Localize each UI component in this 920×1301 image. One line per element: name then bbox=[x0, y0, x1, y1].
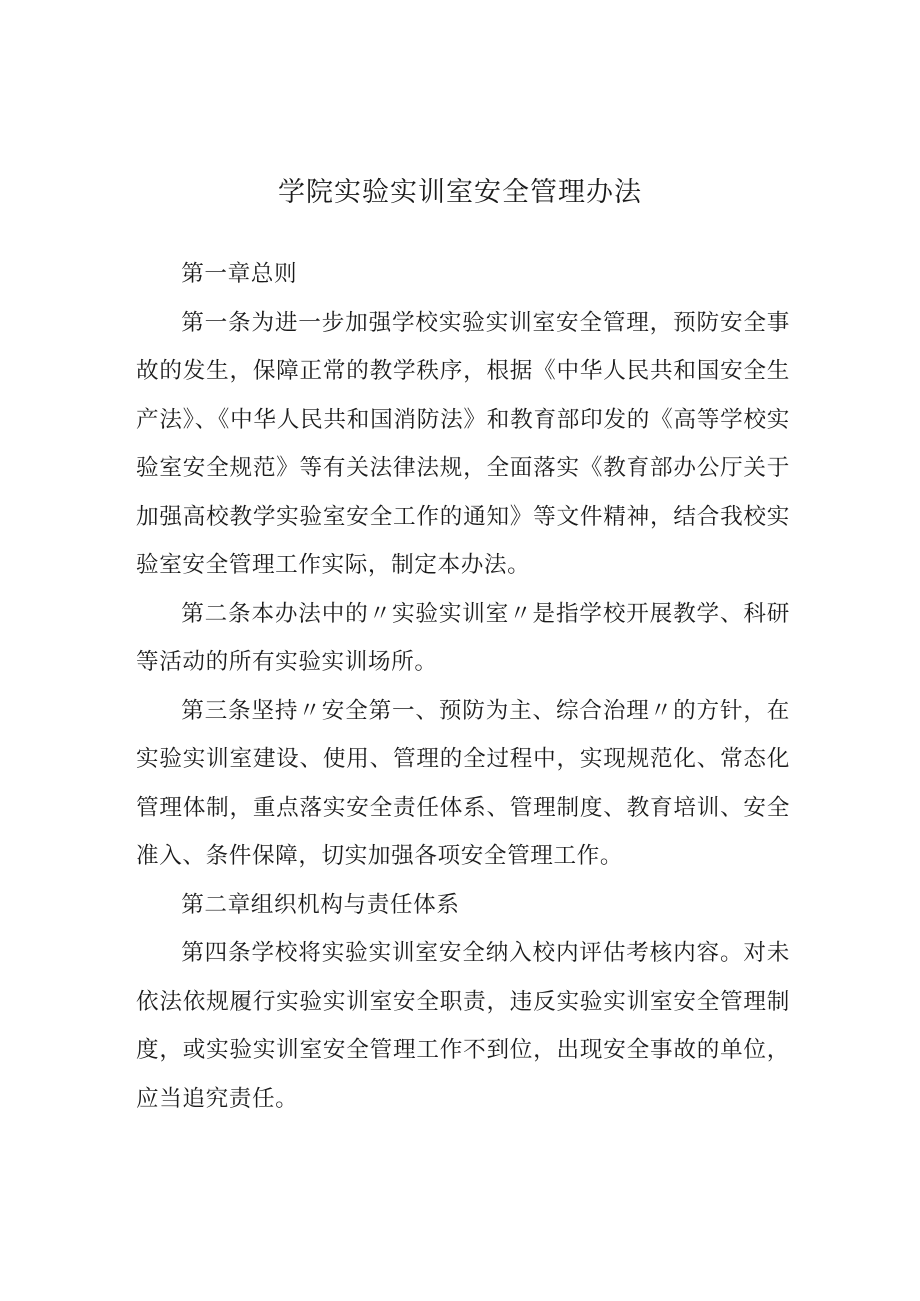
chapter-heading: 第一章总则 bbox=[181, 261, 298, 287]
article-paragraph: 第三条坚持〃安全第一、预防为主、综合治理〃的方针，在实验实训室建设、使用、管理的全过程中，实现规范化、常态化管理体制，重点落实安全责任体系、管理制度、教育培训、安全准入、条件保障，切实加强各项安全管理工作。 bbox=[136, 697, 790, 869]
article-paragraph: 第四条学校将实验实训室安全纳入校内评估考核内容。对未依法依规履行实验实训室安全职责，违反实验实训室安全管理制度，或实验实训室安全管理工作不到位，出现安全事故的单位，应当追究责任。 bbox=[136, 940, 790, 1112]
article-paragraph: 第一条为进一步加强学校实验实训室安全管理，预防安全事故的发生，保障正常的教学秩序，根据《中华人民共和国安全生产法》、《中华人民共和国消防法》和教育部印发的《高等学校实验室安全规范》等有关法律法规，全面落实《教育部办公厅关于加强高校教学实验室安全工作的通知》等文件精神，结合我校实验室安全管理工作实际，制定本办法。 bbox=[136, 309, 790, 578]
document-title: 学院实验实训室安全管理办法 bbox=[278, 177, 642, 208]
document-body bbox=[136, 250, 790, 1123]
article-paragraph: 第二条本办法中的〃实验实训室〃是指学校开展教学、科研等活动的所有实验实训场所。 bbox=[136, 600, 790, 675]
chapter-heading: 第二章组织机构与责任体系 bbox=[181, 891, 460, 918]
